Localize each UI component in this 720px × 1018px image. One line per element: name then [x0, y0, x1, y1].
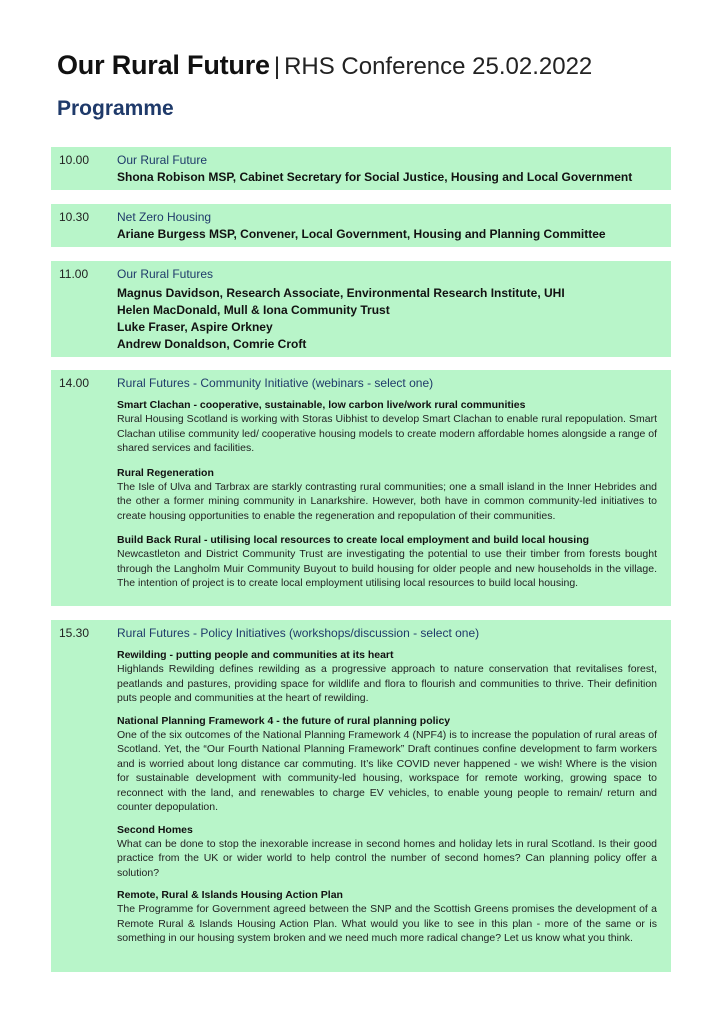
session-option	[117, 533, 657, 591]
session-time: 11.00	[59, 267, 89, 281]
session-block	[51, 261, 671, 357]
session-time: 10.30	[59, 210, 90, 224]
programme-heading: Programme	[57, 97, 174, 120]
session-block	[51, 620, 671, 972]
speaker: Magnus Davidson, Research Associate, Environmental Research Institute, UHI	[117, 286, 565, 300]
title-separator: |	[273, 53, 281, 80]
session-option	[117, 648, 657, 706]
session-title: Rural Futures - Policy Initiatives (workshops/discussion - select one)	[117, 626, 480, 640]
option-description: The Programme for Government agreed between the SNP and the Scottish Greens promises the development of a Remote Rural & Islands Housing Action Plan. What would you like to see in this plan - more of the same or is something in our housing system broken and we need much more radical change? Let us know what you think.	[117, 903, 657, 944]
session-block	[51, 204, 671, 247]
session-option	[117, 714, 657, 815]
session-time: 15.30	[59, 626, 90, 640]
document-header	[57, 50, 592, 81]
conference-subtitle: RHS Conference 25.02.2022	[284, 53, 593, 80]
session-option	[117, 888, 657, 946]
conference-title: Our Rural Future	[57, 50, 270, 80]
speaker: Shona Robison MSP, Cabinet Secretary for Social Justice, Housing and Local Government	[117, 170, 633, 184]
speaker: Helen MacDonald, Mull & Iona Community Trust	[117, 303, 390, 317]
session-option	[117, 466, 657, 524]
session-option	[117, 823, 657, 881]
session-title: Our Rural Futures	[117, 267, 214, 281]
option-title: Smart Clachan - cooperative, sustainable, low carbon live/work rural communities	[117, 399, 526, 411]
speaker: Ariane Burgess MSP, Convener, Local Government, Housing and Planning Committee	[117, 227, 606, 241]
speaker: Andrew Donaldson, Comrie Croft	[117, 337, 307, 351]
option-title: Remote, Rural & Islands Housing Action Plan	[117, 889, 343, 901]
option-title: Second Homes	[117, 823, 193, 836]
session-option	[117, 398, 657, 456]
option-description: One of the six outcomes of the National Planning Framework 4 (NPF4) is to increase the population of rural areas of Scotland. Yet, the “Our Fourth National Planning Framework” Draft continues confine development to farm workers and is worried about long distance car commuting. It’s like COVID never happened - we wish! Where is the vision for sustainable development with community-led housing, workspace for remote working, growing space to reconnect with the land, and renewables to charge EV vehicles, to enable young people to remain/ return and counter depopulation.	[117, 728, 657, 813]
option-title: Rural Regeneration	[117, 466, 214, 479]
option-title: National Planning Framework 4 - the future of rural planning policy	[117, 714, 451, 727]
session-block	[51, 370, 671, 606]
option-description: What can be done to stop the inexorable increase in second homes and holiday lets in rural Scotland. Is their good practice from the UK or wider world to help control the number of second homes? Can planning policy offer a solution?	[117, 837, 657, 879]
option-title: Rewilding - putting people and communities at its heart	[117, 649, 394, 661]
session-title: Net Zero Housing	[117, 210, 212, 224]
session-block	[51, 147, 671, 190]
session-time: 14.00	[59, 376, 90, 390]
speaker: Luke Fraser, Aspire Orkney	[117, 320, 273, 334]
option-description: The Isle of Ulva and Tarbrax are starkly contrasting rural communities; one a small island in the Inner Hebrides and the other a former mining community in Lanarkshire. However, both have in common community-led initiatives to create housing opportunities to enable the regeneration and repopulation of their communities.	[117, 480, 657, 522]
session-time: 10.00	[59, 153, 90, 167]
session-title: Our Rural Future	[117, 153, 208, 167]
option-description: Highlands Rewilding defines rewilding as a progressive approach to nature conservation that revitalises forest, peatlands and pastures, providing space for wildlife and flora to flourish and communities to thrive. Their definition puts people and communities at the heart of rewilding.	[117, 663, 657, 704]
option-description: Newcastleton and District Community Trust are investigating the potential to use their timber from forests bought through the Langholm Muir Community Buyout to build housing for older people and new households in the village. The intention of project is to create local employment utilising local resources to build local housing.	[117, 548, 657, 589]
option-title: Build Back Rural - utilising local resources to create local employment and build local housing	[117, 534, 590, 546]
option-description: Rural Housing Scotland is working with Storas Uibhist to develop Smart Clachan to enable rural repopulation. Smart Clachan utilise community led/ cooperative housing models to create modern affordable homes alongside a range of shared services and facilities.	[117, 413, 657, 454]
session-title: Rural Futures - Community Initiative (webinars - select one)	[117, 376, 434, 390]
